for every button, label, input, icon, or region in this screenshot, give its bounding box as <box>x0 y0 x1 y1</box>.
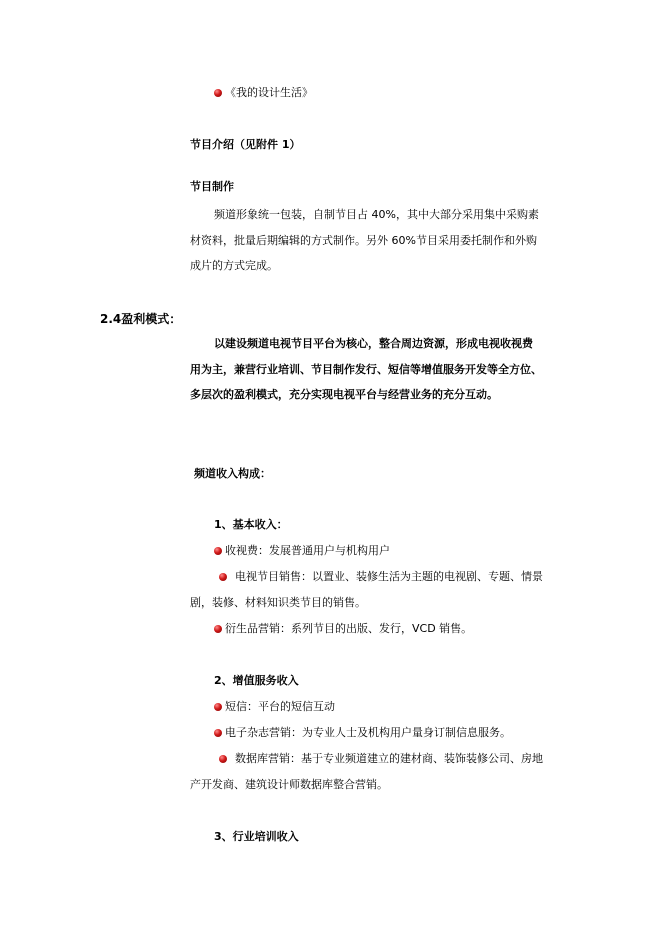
production-heading: 节目制作 <box>190 180 234 193</box>
revenue-heading: 频道收入构成： <box>194 467 271 480</box>
basic-income-item-2 <box>219 569 543 585</box>
item-text: 电视节目销售：以置业、装修生活为主题的电视剧、专题、情景 <box>235 570 543 583</box>
bullet-icon <box>214 547 222 555</box>
bullet-icon <box>214 729 222 737</box>
production-line-3: 成片的方式完成。 <box>190 259 278 272</box>
item-text: 短信：平台的短信互动 <box>225 700 335 713</box>
basic-income-item-1 <box>214 543 390 559</box>
item-text: 数据库营销：基于专业频道建立的建材商、装饰装修公司、房地 <box>235 752 543 765</box>
basic-income-heading: 1、基本收入： <box>214 518 288 531</box>
profit-model-line-2: 用为主，兼营行业培训、节目制作发行、短信等增值服务开发等全方位、 <box>190 363 542 376</box>
training-heading: 3、行业培训收入 <box>214 830 299 843</box>
value-added-item-2 <box>214 725 511 741</box>
item-text: 收视费：发展普通用户与机构用户 <box>225 544 390 557</box>
bullet-icon <box>219 573 227 581</box>
profit-model-line-3: 多层次的盈利模式，充分实现电视平台与经营业务的充分互动。 <box>190 388 498 401</box>
value-added-heading: 2、增值服务收入 <box>214 674 299 687</box>
profit-model-line-1: 以建设频道电视节目平台为核心，整合周边资源，形成电视收视费 <box>214 337 533 350</box>
production-line-2: 材资料，批量后期编辑的方式制作。另外 60%节目采用委托制作和外购 <box>190 234 537 247</box>
basic-income-item-2-cont: 剧，装修、材料知识类节目的销售。 <box>190 596 366 609</box>
list-item-my-design-life <box>214 85 313 101</box>
item-text: 电子杂志营销：为专业人士及机构用户量身订制信息服务。 <box>225 726 511 739</box>
basic-income-item-3 <box>214 621 472 637</box>
value-added-item-3-cont: 产开发商、建筑设计师数据库整合营销。 <box>190 778 388 791</box>
production-line-1: 频道形象统一包装，自制节目占 40%，其中大部分采用集中采购素 <box>214 208 539 221</box>
value-added-item-1 <box>214 699 335 715</box>
program-intro-heading: 节目介绍（见附件 1） <box>190 138 301 151</box>
profit-model-heading: 2.4盈利模式： <box>100 312 182 326</box>
bullet-icon <box>219 755 227 763</box>
bullet-icon <box>214 89 222 97</box>
item-text: 《我的设计生活》 <box>225 86 313 99</box>
item-text: 衍生品营销：系列节目的出版、发行，VCD 销售。 <box>225 622 473 635</box>
bullet-icon <box>214 703 222 711</box>
bullet-icon <box>214 625 222 633</box>
value-added-item-3 <box>219 751 543 767</box>
